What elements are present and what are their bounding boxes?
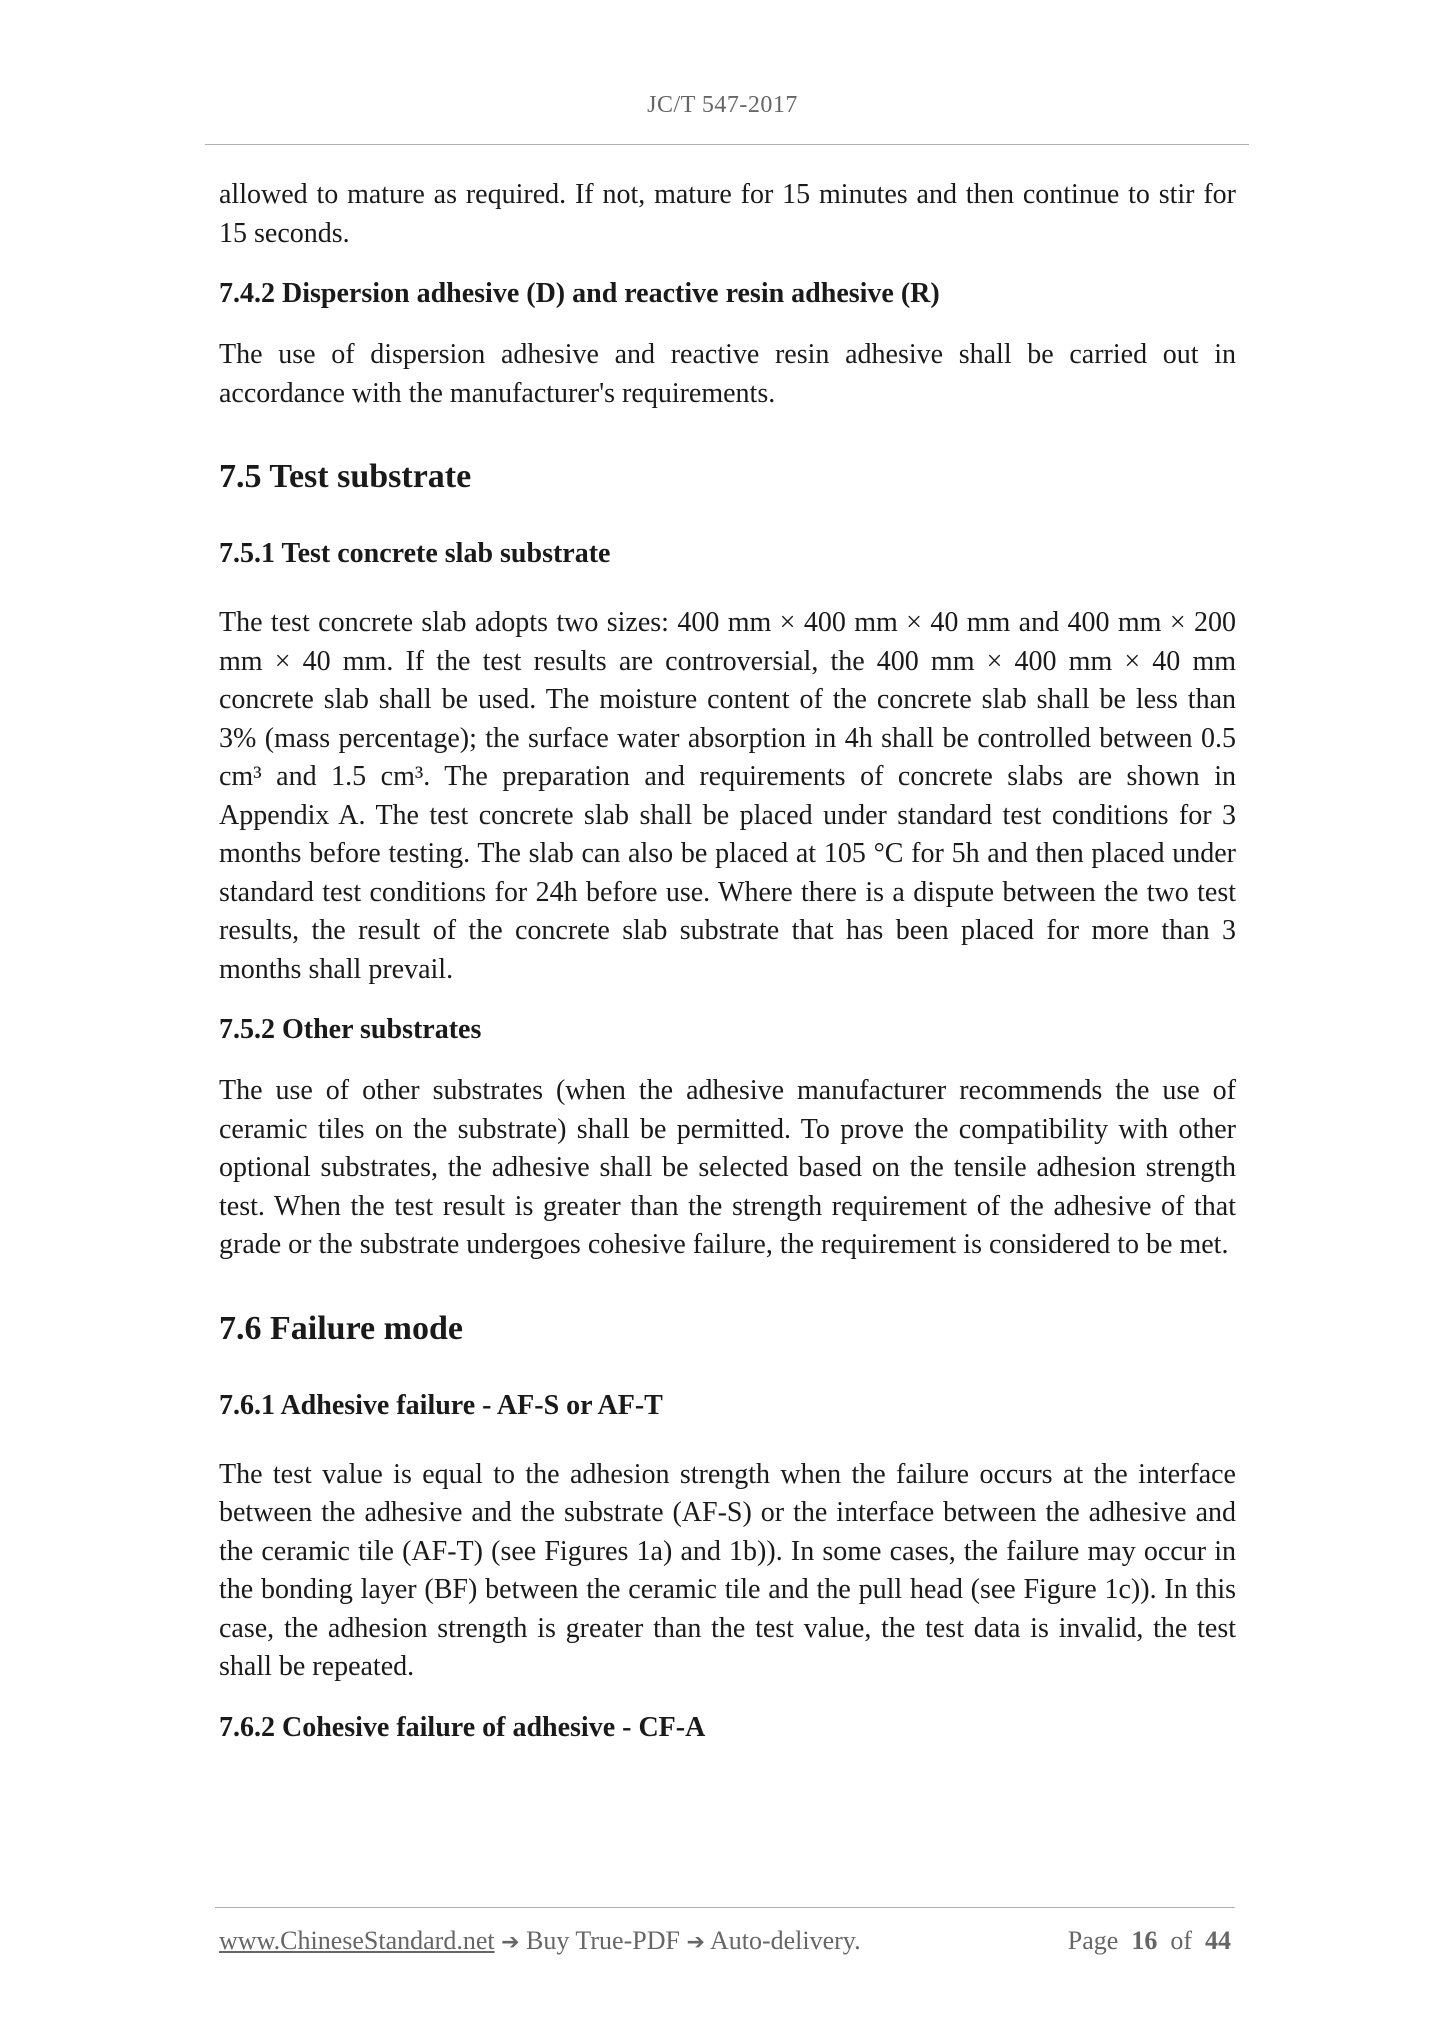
page-current: 16 bbox=[1131, 1926, 1158, 1955]
page-of-label: of bbox=[1170, 1926, 1192, 1955]
page-total: 44 bbox=[1205, 1926, 1231, 1955]
site-link[interactable]: www.ChineseStandard.net bbox=[219, 1926, 495, 1955]
heading-7-6-2: 7.6.2 Cohesive failure of adhesive - CF-A bbox=[219, 1711, 706, 1743]
heading-7-6-1: 7.6.1 Adhesive failure - AF-S or AF-T bbox=[219, 1389, 663, 1421]
heading-7-5-1: 7.5.1 Test concrete slab substrate bbox=[219, 538, 611, 569]
arrow-right-icon: ➔ bbox=[686, 1930, 705, 1955]
arrow-right-icon: ➔ bbox=[501, 1930, 520, 1955]
buy-true-pdf-text: Buy True-PDF bbox=[526, 1926, 680, 1955]
page-content bbox=[219, 176, 1236, 1747]
page-number bbox=[1068, 1926, 1231, 1956]
page-label: Page bbox=[1067, 1926, 1119, 1955]
header-divider bbox=[205, 144, 1249, 145]
auto-delivery-text: Auto-delivery. bbox=[709, 1926, 861, 1955]
heading-7-5: 7.5 Test substrate bbox=[219, 458, 472, 495]
heading-7-5-2: 7.5.2 Other substrates bbox=[219, 1014, 482, 1045]
paragraph-7-5-1: The test concrete slab adopts two sizes: 400 mm × 400 mm × 40 mm and 400 mm × 200 mm × 40 mm. If the test results are controversial, the 400 mm × 400 mm × 40 mm concrete slab shall be used. The moisture content of the concrete slab shall be less than 3% (mass percentage); the surface water absorption in 4h shall be controlled between 0.5 cm³ and 1.5 cm³. The preparation and requirements of concrete slabs are shown in Appendix A. The test concrete slab shall be placed under standard test conditions for 3 months before testing. The slab can also be placed at 105 °C for 5h and then placed under standard test conditions for 24h before use. Where there is a dispute between the two test results, the result of the concrete slab substrate that has been placed for more than 3 months shall prevail. bbox=[219, 607, 1236, 985]
paragraph-7-5-2: The use of other substrates (when the adhesive manufacturer recommends the use of ceramic tiles on the substrate) shall be permitted. To prove the compatibility with other optional substrates, the adhesive shall be selected based on the tensile adhesion strength test. When the test result is greater than the strength requirement of the adhesive of that grade or the substrate undergoes cohesive failure, the requirement is considered to be met. bbox=[219, 1075, 1236, 1260]
page-header-doc-code: JC/T 547-2017 bbox=[647, 92, 798, 118]
heading-7-6: 7.6 Failure mode bbox=[219, 1309, 463, 1347]
paragraph-7-4-2: The use of dispersion adhesive and reactive resin adhesive shall be carried out in accordance with the manufacturer's requirements. bbox=[219, 339, 1236, 409]
footer-divider bbox=[215, 1907, 1235, 1908]
footer-links bbox=[219, 1926, 861, 1956]
paragraph-continued: allowed to mature as required. If not, mature for 15 minutes and then continue to stir for 15 seconds. bbox=[219, 179, 1236, 249]
paragraph-7-6-1: The test value is equal to the adhesion strength when the failure occurs at the interface between the adhesive and the substrate (AF-S) or the interface between the adhesive and the ceramic tile (AF-T) (see Figures 1a) and 1b)). In some cases, the failure may occur in the bonding layer (BF) between the ceramic tile and the pull head (see Figure 1c)). In this case, the adhesion strength is greater than the test value, the test data is invalid, the test shall be repeated. bbox=[219, 1458, 1236, 1682]
heading-7-4-2: 7.4.2 Dispersion adhesive (D) and reactive resin adhesive (R) bbox=[219, 278, 940, 309]
